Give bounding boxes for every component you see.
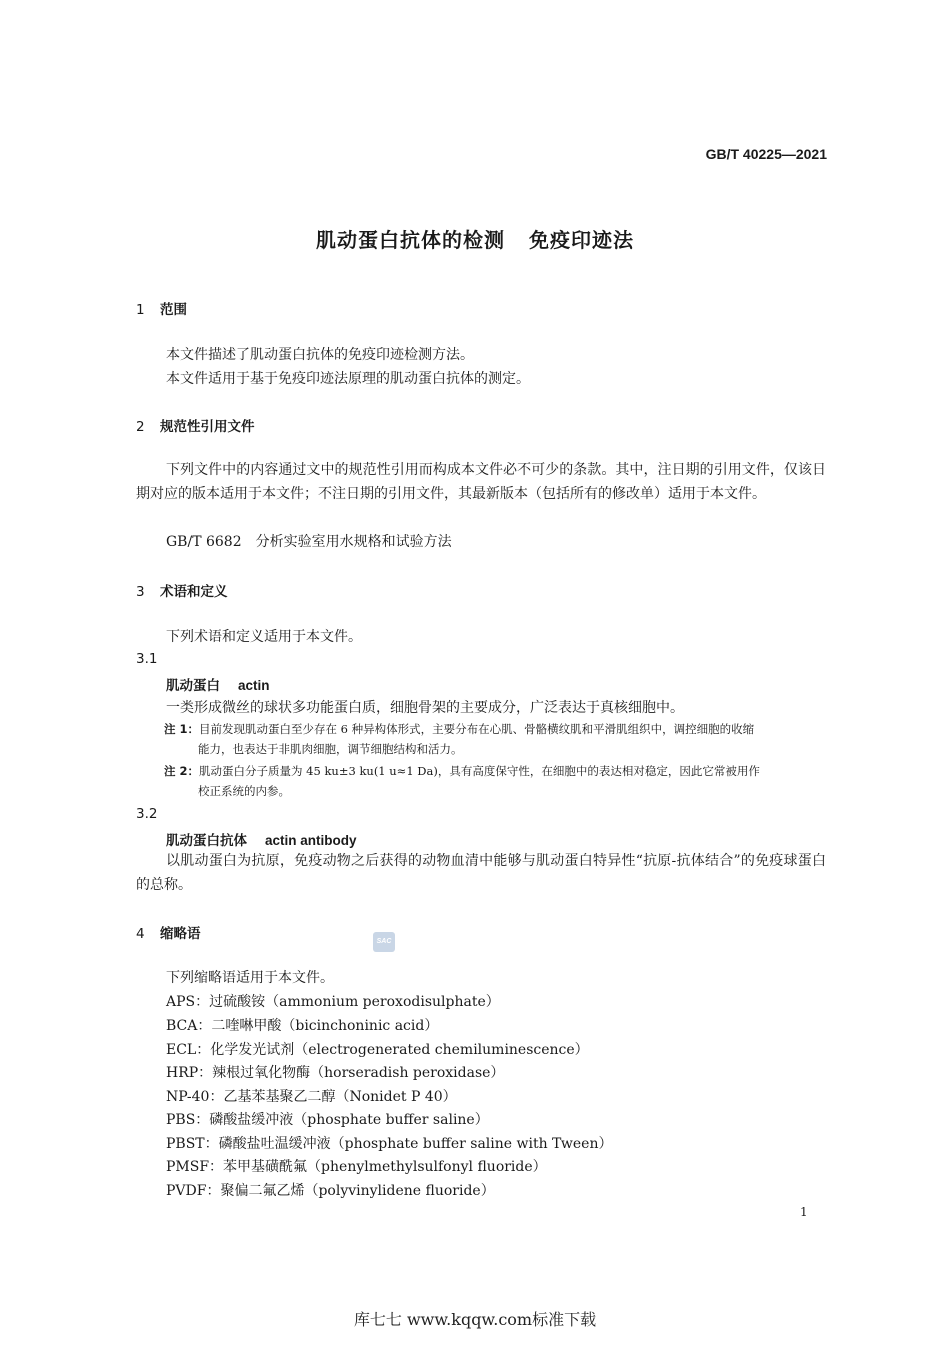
term-3-1-definition: 一类形成微丝的球状多功能蛋白质，细胞骨架的主要成分，广泛表达于真核细胞中。 — [166, 700, 684, 716]
term-english: actin antibody — [265, 833, 357, 848]
note-label: 注 1： — [164, 722, 200, 736]
term-chinese: 肌动蛋白 — [166, 678, 220, 694]
term-3-2-number: 3.2 — [136, 806, 158, 822]
normative-reference: GB/T 6682 分析实验室用水规格和试验方法 — [166, 534, 452, 550]
document-title — [0, 224, 950, 253]
standard-code: GB/T 40225—2021 — [705, 146, 827, 162]
page-number: 1 — [800, 1205, 808, 1219]
abbreviation-item: PVDF：聚偏二氟乙烯（polyvinylidene fluoride） — [166, 1183, 495, 1199]
section-4-heading — [136, 922, 201, 942]
note-2 — [164, 761, 828, 801]
term-3-1-number: 3.1 — [136, 651, 158, 667]
abbreviation-item: HRP：辣根过氧化物酶（horseradish peroxidase） — [166, 1065, 505, 1081]
abbreviation-item: PMSF：苯甲基磺酰氟（phenylmethylsulfonyl fluoride） — [166, 1159, 547, 1175]
title-part-2: 免疫印迹法 — [529, 228, 634, 252]
term-3-1-heading — [166, 674, 270, 694]
abbreviation-item: PBS：磷酸盐缓冲液（phosphate buffer saline） — [166, 1112, 489, 1128]
section-title: 规范性引用文件 — [160, 419, 255, 435]
section-2-paragraph: 下列文件中的内容通过文中的规范性引用而构成本文件必不可少的条款。其中，注日期的引用文件，仅该日期对应的版本适用于本文件；不注日期的引用文件，其最新版本（包括所有的修改单）适用于本文件。 — [136, 462, 826, 502]
note-1 — [164, 719, 828, 759]
watermark-logo: SAC — [373, 932, 395, 952]
term-chinese: 肌动蛋白抗体 — [166, 833, 247, 849]
section-title: 术语和定义 — [160, 584, 228, 600]
abbreviation-item: APS：过硫酸铵（ammonium peroxodisulphate） — [166, 994, 500, 1010]
section-1-paragraph-2: 本文件适用于基于免疫印迹法原理的肌动蛋白抗体的测定。 — [166, 371, 530, 387]
section-2-heading — [136, 415, 255, 435]
section-number: 3 — [136, 584, 145, 600]
abbreviation-item: ECL：化学发光试剂（electrogenerated chemiluminescence） — [166, 1042, 589, 1058]
term-english: actin — [238, 678, 270, 693]
section-number: 1 — [136, 302, 145, 318]
section-title: 缩略语 — [160, 926, 201, 942]
section-number: 4 — [136, 926, 145, 942]
section-3-heading — [136, 580, 228, 600]
section-title: 范围 — [160, 302, 187, 318]
note-label: 注 2： — [164, 764, 200, 778]
note-text: 肌动蛋白分子质量为 45 ku±3 ku(1 u≈1 Da)，具有高度保守性，在细胞中的表达相对稳定，因此它常被用作 — [199, 764, 760, 778]
term-3-2-heading — [166, 829, 357, 849]
section-4-paragraph: 下列缩略语适用于本文件。 — [166, 970, 334, 986]
download-footer: 库七七 www.kqqw.com标准下载 — [353, 1310, 597, 1329]
section-number: 2 — [136, 419, 145, 435]
section-1-heading — [136, 298, 187, 318]
note-text-continued: 校正系统的内参。 — [198, 784, 290, 798]
note-text: 目前发现肌动蛋白至少存在 6 种异构体形式，主要分布在心肌、骨骼横纹肌和平滑肌组织中，调控细胞的收缩 — [199, 722, 755, 736]
note-text-continued: 能力，也表达于非肌肉细胞，调节细胞结构和活力。 — [198, 742, 463, 756]
abbreviation-item: NP-40：乙基苯基聚乙二醇（Nonidet P 40） — [166, 1089, 457, 1105]
abbreviation-item: BCA：二喹啉甲酸（bicinchoninic acid） — [166, 1018, 439, 1034]
title-part-1: 肌动蛋白抗体的检测 — [316, 228, 505, 252]
section-3-paragraph: 下列术语和定义适用于本文件。 — [166, 629, 362, 645]
term-3-2-definition: 以肌动蛋白为抗原，免疫动物之后获得的动物血清中能够与肌动蛋白特异性“抗原-抗体结合”的免疫球蛋白的总称。 — [136, 853, 826, 893]
abbreviation-item: PBST：磷酸盐吐温缓冲液（phosphate buffer saline with Tween） — [166, 1136, 613, 1152]
section-1-paragraph-1: 本文件描述了肌动蛋白抗体的免疫印迹检测方法。 — [166, 347, 474, 363]
